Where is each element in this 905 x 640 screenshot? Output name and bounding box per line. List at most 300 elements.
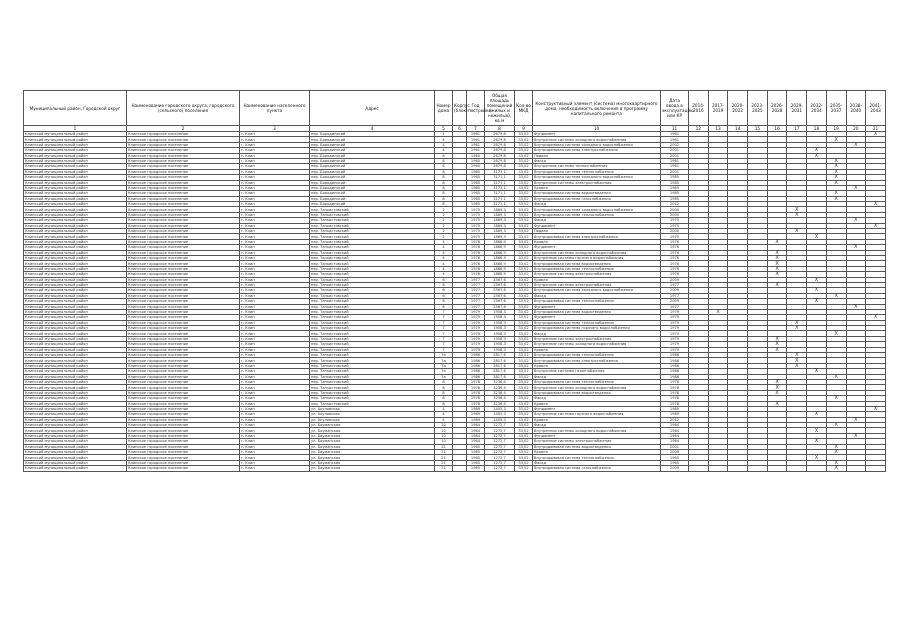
- table-cell: г. Клин: [240, 277, 310, 282]
- table-cell: г. Клин: [240, 229, 310, 234]
- table-cell: 1964: [467, 423, 485, 428]
- table-cell: 1866,9: [485, 250, 515, 255]
- table-cell: пер. Танкистовский: [310, 363, 435, 368]
- table-cell: Клинский муниципальный район: [24, 180, 127, 185]
- table-cell: 8: [435, 379, 453, 384]
- table-cell: 33,02: [515, 137, 533, 142]
- table-cell: Клинское городское поселение: [127, 234, 240, 239]
- table-cell: 1975: [467, 212, 485, 217]
- period-mark-cell: X: [807, 455, 827, 460]
- table-cell: 1976: [467, 266, 485, 271]
- table-cell: 10: [435, 423, 453, 428]
- table-cell: 2567,6: [485, 304, 515, 309]
- table-cell: 33,02: [515, 336, 533, 341]
- table-cell: Клинский муниципальный район: [24, 239, 127, 244]
- period-mark-cell: X: [708, 309, 728, 314]
- table-cell: Клинское городское поселение: [127, 191, 240, 196]
- table-cell: пер. Танкистовский: [310, 336, 435, 341]
- table-cell: 33,02: [515, 169, 533, 174]
- table-cell: 8: [435, 396, 453, 401]
- table-cell: 33,02: [515, 385, 533, 390]
- table-cell: 7: [435, 309, 453, 314]
- table-cell: 33,02: [515, 396, 533, 401]
- table-cell: 1989: [467, 412, 485, 417]
- table-cell: г. Клин: [240, 218, 310, 223]
- table-cell: 2012: [661, 202, 689, 207]
- table-cell: 1977: [467, 293, 485, 298]
- table-cell: Клинское городское поселение: [127, 132, 240, 137]
- table-cell: Фасад: [533, 374, 661, 379]
- table-cell: пер. Танкистовский: [310, 212, 435, 217]
- table-cell: Клинский муниципальный район: [24, 433, 127, 438]
- column-header: 2032-2034: [807, 91, 827, 126]
- table-cell: г. Клин: [240, 223, 310, 228]
- column-number: 11: [661, 126, 689, 132]
- table-cell: 8: [435, 196, 453, 201]
- table-cell: ул. Бауманская: [310, 460, 435, 465]
- table-cell: 1960: [467, 153, 485, 158]
- table-cell: 1961: [467, 148, 485, 153]
- column-header: Наименование городского округа, городского (сельского) поселения: [127, 91, 240, 126]
- period-mark-cell: X: [767, 272, 787, 277]
- table-cell: 33,02: [515, 466, 533, 471]
- period-mark-cell: X: [826, 158, 846, 163]
- column-number: 2: [127, 126, 240, 132]
- table-cell: Клинский муниципальный район: [24, 202, 127, 207]
- table-cell: 33,02: [515, 282, 533, 287]
- table-cell: пер. Танкистовский: [310, 288, 435, 293]
- table-cell: 3236,4: [485, 379, 515, 384]
- table-cell: 1958,3: [485, 326, 515, 331]
- table-cell: 4: [435, 148, 453, 153]
- period-mark-cell: [748, 466, 768, 471]
- column-number: 21: [866, 126, 886, 132]
- column-number: 16: [767, 126, 787, 132]
- table-cell: пер. Танкистовский: [310, 353, 435, 358]
- table-cell: Клинское городское поселение: [127, 212, 240, 217]
- table-cell: 33,02: [515, 455, 533, 460]
- table-cell: Внутридомовая система холодного водоснабжения: [533, 142, 661, 147]
- period-mark-cell: [689, 466, 709, 471]
- table-cell: Фасад: [533, 423, 661, 428]
- table-cell: Внутридомовая система водоотведения: [533, 309, 661, 314]
- table-cell: г. Клин: [240, 460, 310, 465]
- table-cell: 4: [435, 142, 453, 147]
- period-mark-cell: X: [846, 218, 866, 223]
- table-cell: Клинский муниципальный район: [24, 363, 127, 368]
- table-cell: Клинский муниципальный район: [24, 412, 127, 417]
- table-cell: 33,02: [515, 175, 533, 180]
- table-cell: г. Клин: [240, 255, 310, 260]
- column-header: Корпус (блок): [453, 91, 467, 126]
- table-cell: 2: [435, 207, 453, 212]
- table-cell: г. Клин: [240, 444, 310, 449]
- table-cell: Внутридомовая система электроснабжения: [533, 234, 661, 239]
- column-header: 2029-2031: [787, 91, 807, 126]
- table-cell: Внутренние системы холодного водоснабжения: [533, 342, 661, 347]
- table-cell: Внутренние системы электроснабжения: [533, 180, 661, 185]
- period-mark-cell: X: [767, 385, 787, 390]
- table-cell: Клинское городское поселение: [127, 299, 240, 304]
- period-mark-cell: X: [767, 255, 787, 260]
- table-cell: Клинское городское поселение: [127, 450, 240, 455]
- table-cell: пер. Танкистовский: [310, 277, 435, 282]
- table-cell: 33,02: [515, 148, 533, 153]
- table-cell: 33,02: [515, 142, 533, 147]
- table-cell: Внутридомовая система холодного водоснабжения: [533, 175, 661, 180]
- table-cell: Клинский муниципальный район: [24, 396, 127, 401]
- table-cell: пер. Танкистовский: [310, 401, 435, 406]
- table-cell: пер. Бородинский: [310, 175, 435, 180]
- table-cell: пер. Танкистовский: [310, 255, 435, 260]
- table-cell: 1958,3: [485, 309, 515, 314]
- table-cell: г. Клин: [240, 272, 310, 277]
- table-cell: 2009: [661, 277, 689, 282]
- table-cell: 1979: [467, 336, 485, 341]
- table-cell: 2567,6: [485, 282, 515, 287]
- table-cell: 1964: [467, 428, 485, 433]
- table-cell: 1989: [661, 412, 689, 417]
- period-mark-cell: X: [826, 460, 846, 465]
- table-cell: 33,02: [515, 191, 533, 196]
- table-cell: 2009: [661, 450, 689, 455]
- table-cell: 1960: [467, 164, 485, 169]
- column-header: Адрес: [310, 91, 435, 126]
- table-cell: Кровля: [533, 185, 661, 190]
- table-cell: 33,02: [515, 266, 533, 271]
- table-cell: Клинское городское поселение: [127, 406, 240, 411]
- table-cell: 1975: [467, 207, 485, 212]
- column-number: 14: [728, 126, 748, 132]
- table-cell: ул. Бауманская: [310, 428, 435, 433]
- column-header: 2014-2016: [689, 91, 709, 126]
- table-cell: Клинское городское поселение: [127, 245, 240, 250]
- table-cell: Клинский муниципальный район: [24, 342, 127, 347]
- table-cell: 1979: [661, 347, 689, 352]
- table-cell: 1965: [661, 455, 689, 460]
- table-cell: 33,02: [515, 423, 533, 428]
- table-cell: Фундамент: [533, 245, 661, 250]
- table-cell: Внутридомовая система теплоснабжения: [533, 379, 661, 384]
- table-cell: Клинский муниципальный район: [24, 326, 127, 331]
- table-cell: 33,02: [515, 320, 533, 325]
- table-cell: 1965: [467, 169, 485, 174]
- table-cell: 33,02: [515, 326, 533, 331]
- period-mark-cell: X: [787, 207, 807, 212]
- period-mark-cell: X: [767, 347, 787, 352]
- table-cell: 2567,6: [485, 277, 515, 282]
- table-cell: 1960: [467, 158, 485, 163]
- table-cell: Клинский муниципальный район: [24, 148, 127, 153]
- table-cell: 1272,7: [485, 433, 515, 438]
- table-cell: 33,02: [515, 153, 533, 158]
- table-cell: г. Клин: [240, 266, 310, 271]
- table-cell: 33,02: [515, 250, 533, 255]
- table-cell: 1977: [467, 282, 485, 287]
- table-cell: пер. Танкистовский: [310, 250, 435, 255]
- table-cell: г. Клин: [240, 369, 310, 374]
- table-cell: 4: [435, 417, 453, 422]
- table-cell: Клинский муниципальный район: [24, 374, 127, 379]
- table-cell: 2000: [661, 207, 689, 212]
- table-cell: Клинский муниципальный район: [24, 191, 127, 196]
- column-number: 7: [467, 126, 485, 132]
- table-cell: 1272,7: [485, 423, 515, 428]
- table-cell: Клинское городское поселение: [127, 390, 240, 395]
- column-header: Конструктивный элемент (система) многоквартирного дома, необходимость включения в программу капитального ремонта: [533, 91, 661, 126]
- table-cell: 1869,3: [485, 223, 515, 228]
- table-cell: Фундамент: [533, 406, 661, 411]
- table-cell: 2817,6: [485, 358, 515, 363]
- table-cell: 1965: [467, 175, 485, 180]
- table-cell: 1986: [467, 353, 485, 358]
- table-cell: пер. Танкистовский: [310, 272, 435, 277]
- table-cell: 2679,8: [485, 148, 515, 153]
- table-cell: 33,02: [515, 309, 533, 314]
- table-cell: 1976: [661, 266, 689, 271]
- table-cell: г. Клин: [240, 390, 310, 395]
- table-cell: пер. Танкистовский: [310, 315, 435, 320]
- table-cell: ул. Бауманская: [310, 455, 435, 460]
- table-cell: 21: [435, 455, 453, 460]
- table-cell: пер. Бородинский: [310, 196, 435, 201]
- table-cell: 1978: [661, 390, 689, 395]
- table-cell: 1965: [661, 460, 689, 465]
- table-cell: Клинский муниципальный район: [24, 423, 127, 428]
- table-cell: 33,02: [515, 234, 533, 239]
- table-cell: пер. Танкистовский: [310, 261, 435, 266]
- period-mark-cell: X: [807, 369, 827, 374]
- table-cell: 6: [435, 304, 453, 309]
- table-cell: Клинский муниципальный район: [24, 417, 127, 422]
- period-mark-cell: X: [826, 196, 846, 201]
- table-cell: 1961: [467, 132, 485, 137]
- table-cell: 1978: [467, 379, 485, 384]
- table-cell: 33,02: [515, 196, 533, 201]
- table-cell: 2000: [661, 229, 689, 234]
- column-number: 3: [240, 126, 310, 132]
- table-cell: г. Клин: [240, 406, 310, 411]
- table-cell: Фасад: [533, 293, 661, 298]
- table-cell: г. Клин: [240, 455, 310, 460]
- table-cell: 6: [435, 153, 453, 158]
- period-mark-cell: X: [807, 234, 827, 239]
- table-cell: 2679,8: [485, 153, 515, 158]
- table-cell: 33,02: [515, 412, 533, 417]
- table-cell: Клинский муниципальный район: [24, 245, 127, 250]
- period-mark-cell: X: [807, 277, 827, 282]
- table-cell: 1979: [661, 342, 689, 347]
- table-cell: 1866,9: [485, 245, 515, 250]
- table-cell: Внутренние системы холодного водоснабжения: [533, 250, 661, 255]
- table-cell: пер. Танкистовский: [310, 342, 435, 347]
- table-cell: 7: [435, 320, 453, 325]
- table-cell: 1979: [467, 347, 485, 352]
- table-cell: 1965: [467, 196, 485, 201]
- table-cell: 2001: [661, 169, 689, 174]
- period-mark-cell: X: [807, 439, 827, 444]
- table-cell: г. Клин: [240, 331, 310, 336]
- table-cell: Фундамент: [533, 304, 661, 309]
- table-cell: г. Клин: [240, 433, 310, 438]
- table-cell: Клинское городское поселение: [127, 374, 240, 379]
- table-cell: 1986: [467, 363, 485, 368]
- table-cell: Клинский муниципальный район: [24, 406, 127, 411]
- table-cell: Клинское городское поселение: [127, 282, 240, 287]
- period-mark-cell: [807, 466, 827, 471]
- table-cell: 1965: [467, 466, 485, 471]
- table-cell: 4: [435, 132, 453, 137]
- table-cell: 1405,3: [485, 417, 515, 422]
- column-header: 2020-2022: [728, 91, 748, 126]
- table-cell: Клинский муниципальный район: [24, 288, 127, 293]
- table-cell: Клинский муниципальный район: [24, 299, 127, 304]
- table-cell: Клинское городское поселение: [127, 385, 240, 390]
- table-cell: 1977: [467, 288, 485, 293]
- table-cell: 1869,3: [485, 207, 515, 212]
- table-cell: 1976: [467, 272, 485, 277]
- table-cell: Внутридомовая система холодного водоснабжения: [533, 207, 661, 212]
- period-mark-cell: X: [787, 363, 807, 368]
- table-cell: 1976: [467, 239, 485, 244]
- table-cell: 33,02: [515, 358, 533, 363]
- table-cell: 33,02: [515, 379, 533, 384]
- table-cell: Внутридомовая система холодного водоснабжения: [533, 288, 661, 293]
- table-cell: 4: [435, 250, 453, 255]
- table-cell: 1976: [661, 261, 689, 266]
- period-mark-cell: [846, 466, 866, 471]
- table-cell: Клинское городское поселение: [127, 460, 240, 465]
- table-cell: Фасад: [533, 460, 661, 465]
- table-cell: г. Клин: [240, 245, 310, 250]
- table-cell: 33,02: [515, 202, 533, 207]
- table-cell: 1965: [467, 455, 485, 460]
- table-cell: 1866,9: [485, 261, 515, 266]
- table-cell: Клинское городское поселение: [127, 175, 240, 180]
- table-cell: 2009: [661, 299, 689, 304]
- table-cell: 33,02: [515, 180, 533, 185]
- table-cell: 1979: [661, 326, 689, 331]
- capital-repair-table: [23, 90, 886, 472]
- table-cell: Внутренние системы электроснабжения: [533, 336, 661, 341]
- table-cell: г. Клин: [240, 153, 310, 158]
- period-mark-cell: [767, 466, 787, 471]
- table-cell: пер. Бородинский: [310, 158, 435, 163]
- table-cell: 1977: [467, 277, 485, 282]
- table-cell: 1866,9: [485, 255, 515, 260]
- table-cell: 8: [435, 202, 453, 207]
- table-cell: 1975: [661, 218, 689, 223]
- table-cell: г. Клин: [240, 185, 310, 190]
- table-cell: пер. Бородинский: [310, 153, 435, 158]
- table-cell: Клинское городское поселение: [127, 412, 240, 417]
- table-cell: Клинский муниципальный район: [24, 223, 127, 228]
- table-cell: 33,02: [515, 277, 533, 282]
- table-cell: пер. Танкистовский: [310, 390, 435, 395]
- table-cell: пер. Танкистовский: [310, 385, 435, 390]
- table-cell: 8: [435, 180, 453, 185]
- table-cell: 1986: [661, 358, 689, 363]
- table-cell: Фундамент: [533, 132, 661, 137]
- table-cell: пер. Танкистовский: [310, 331, 435, 336]
- table-cell: Клинское городское поселение: [127, 277, 240, 282]
- table-cell: 1978: [467, 401, 485, 406]
- table-cell: 33,02: [515, 369, 533, 374]
- table-cell: 1976: [467, 255, 485, 260]
- table-cell: 33,02: [515, 229, 533, 234]
- table-cell: 3171,1: [485, 185, 515, 190]
- table-cell: 33,02: [515, 304, 533, 309]
- table-cell: 1976: [467, 245, 485, 250]
- table-cell: 1979: [467, 309, 485, 314]
- period-mark-cell: [866, 466, 886, 471]
- table-cell: 2: [435, 234, 453, 239]
- column-number: 15: [748, 126, 768, 132]
- table-cell: 1961: [661, 158, 689, 163]
- table-cell: Внутренние системы горячего водоснабжения: [533, 255, 661, 260]
- table-cell: 2567,6: [485, 293, 515, 298]
- table-cell: 6: [435, 164, 453, 169]
- table-cell: Клинское городское поселение: [127, 369, 240, 374]
- table-cell: Клинский муниципальный район: [24, 229, 127, 234]
- period-mark-cell: X: [767, 250, 787, 255]
- table-cell: Клинское городское поселение: [127, 353, 240, 358]
- period-mark-cell: X: [767, 282, 787, 287]
- period-mark-cell: X: [807, 412, 827, 417]
- table-cell: Клинский муниципальный район: [24, 272, 127, 277]
- column-number: 19: [826, 126, 846, 132]
- table-cell: Клинский муниципальный район: [24, 185, 127, 190]
- table-cell: 1964: [661, 433, 689, 438]
- period-mark-cell: X: [787, 326, 807, 331]
- table-cell: г. Клин: [240, 158, 310, 163]
- table-cell: 1986: [467, 369, 485, 374]
- table-cell: 2567,6: [485, 299, 515, 304]
- table-cell: г. Клин: [240, 374, 310, 379]
- table-cell: Клинский муниципальный район: [24, 439, 127, 444]
- table-cell: пер. Танкистовский: [310, 304, 435, 309]
- period-mark-cell: [728, 466, 748, 471]
- table-cell: пер. Танкистовский: [310, 358, 435, 363]
- table-cell: Клинский муниципальный район: [24, 277, 127, 282]
- table-cell: 21: [435, 460, 453, 465]
- table-cell: Клинский муниципальный район: [24, 212, 127, 217]
- table-cell: 1866,9: [485, 266, 515, 271]
- table-cell: 7: [435, 342, 453, 347]
- table-cell: пер. Бородинский: [310, 137, 435, 142]
- table-cell: 3171,1: [485, 175, 515, 180]
- table-cell: 2001: [661, 148, 689, 153]
- table-cell: Клинское городское поселение: [127, 158, 240, 163]
- table-cell: Клинский муниципальный район: [24, 142, 127, 147]
- table-cell: 4: [435, 261, 453, 266]
- table-cell: г. Клин: [240, 191, 310, 196]
- table-cell: Фундамент: [533, 315, 661, 320]
- table-cell: 6: [435, 282, 453, 287]
- table-cell: ул. Акуловская: [310, 417, 435, 422]
- table-cell: 4: [435, 245, 453, 250]
- table-cell: 33,02: [515, 185, 533, 190]
- table-cell: Внутренние системы теплоснабжения: [533, 164, 661, 169]
- table-cell: Клинское городское поселение: [127, 272, 240, 277]
- table-cell: 33,02: [515, 207, 533, 212]
- table-cell: пер. Бородинский: [310, 169, 435, 174]
- table-cell: 1958,3: [485, 315, 515, 320]
- table-cell: 6: [435, 277, 453, 282]
- period-mark-cell: X: [767, 261, 787, 266]
- period-mark-cell: X: [787, 353, 807, 358]
- table-cell: 7: [435, 347, 453, 352]
